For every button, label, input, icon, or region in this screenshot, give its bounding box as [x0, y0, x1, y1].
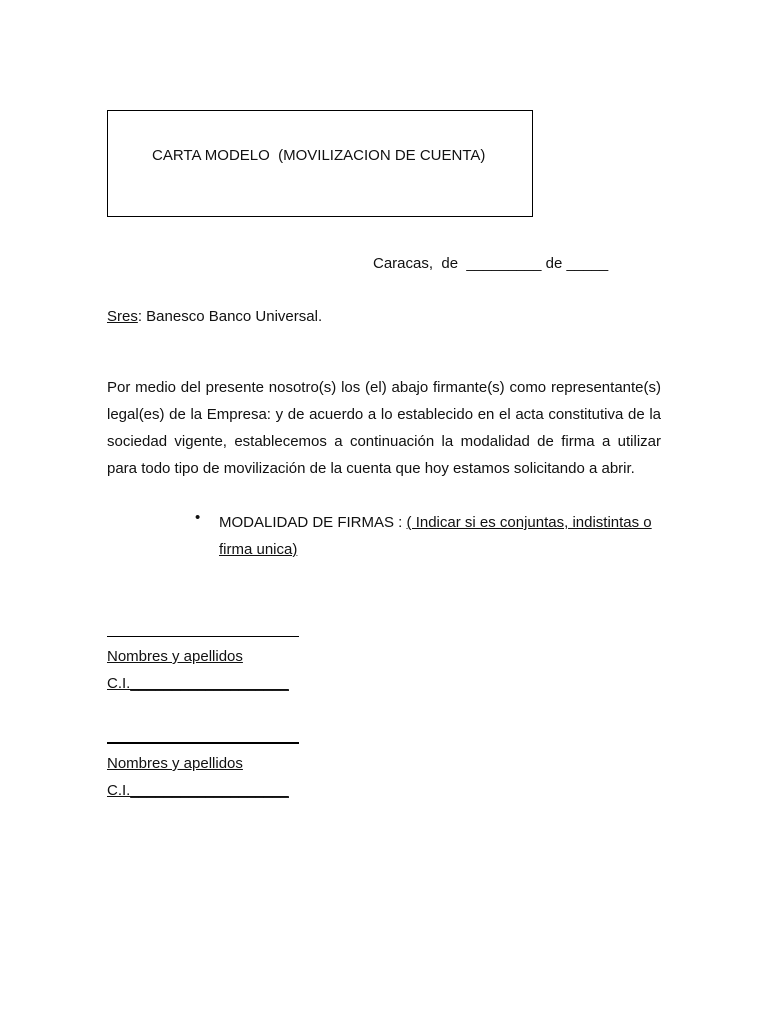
modalidad-hint: ( Indicar si es conjuntas, indistintas o firma unica): [219, 514, 652, 558]
signature-block-2: [107, 742, 307, 804]
document-title: CARTA MODELO (MOVILIZACION DE CUENTA): [152, 147, 486, 164]
modalidad-label: MODALIDAD DE FIRMAS :: [219, 514, 407, 531]
signature-line: [107, 742, 299, 744]
signature-ci-label: C.I.___________________: [107, 675, 289, 692]
signature-name-label: Nombres y apellidos: [107, 648, 243, 665]
recipient-line: [107, 308, 322, 325]
signature-line: [107, 636, 299, 637]
body-paragraph: Por medio del presente nosotro(s) los (el) abajo firmante(s) como representante(s) legal(es) de la Empresa: y de acuerdo a lo establecido en el acta constitutiva de la sociedad vigente, establecemos a continuación la modalidad de firma a utilizar para todo tipo de movilización de la cuenta que hoy estamos solicitando a abrir.: [107, 379, 661, 477]
signature-name-label: Nombres y apellidos: [107, 755, 243, 772]
signature-ci-label: C.I.___________________: [107, 782, 289, 799]
title-box: [107, 110, 533, 217]
recipient-text: : Banesco Banco Universal.: [137, 308, 323, 325]
date-line: Caracas, de _________ de _____: [373, 255, 609, 272]
bullet-icon: •: [195, 509, 201, 526]
modalidad-firmas: [219, 509, 661, 563]
signature-block-1: [107, 636, 307, 697]
recipient-label: Sres: [107, 308, 138, 325]
